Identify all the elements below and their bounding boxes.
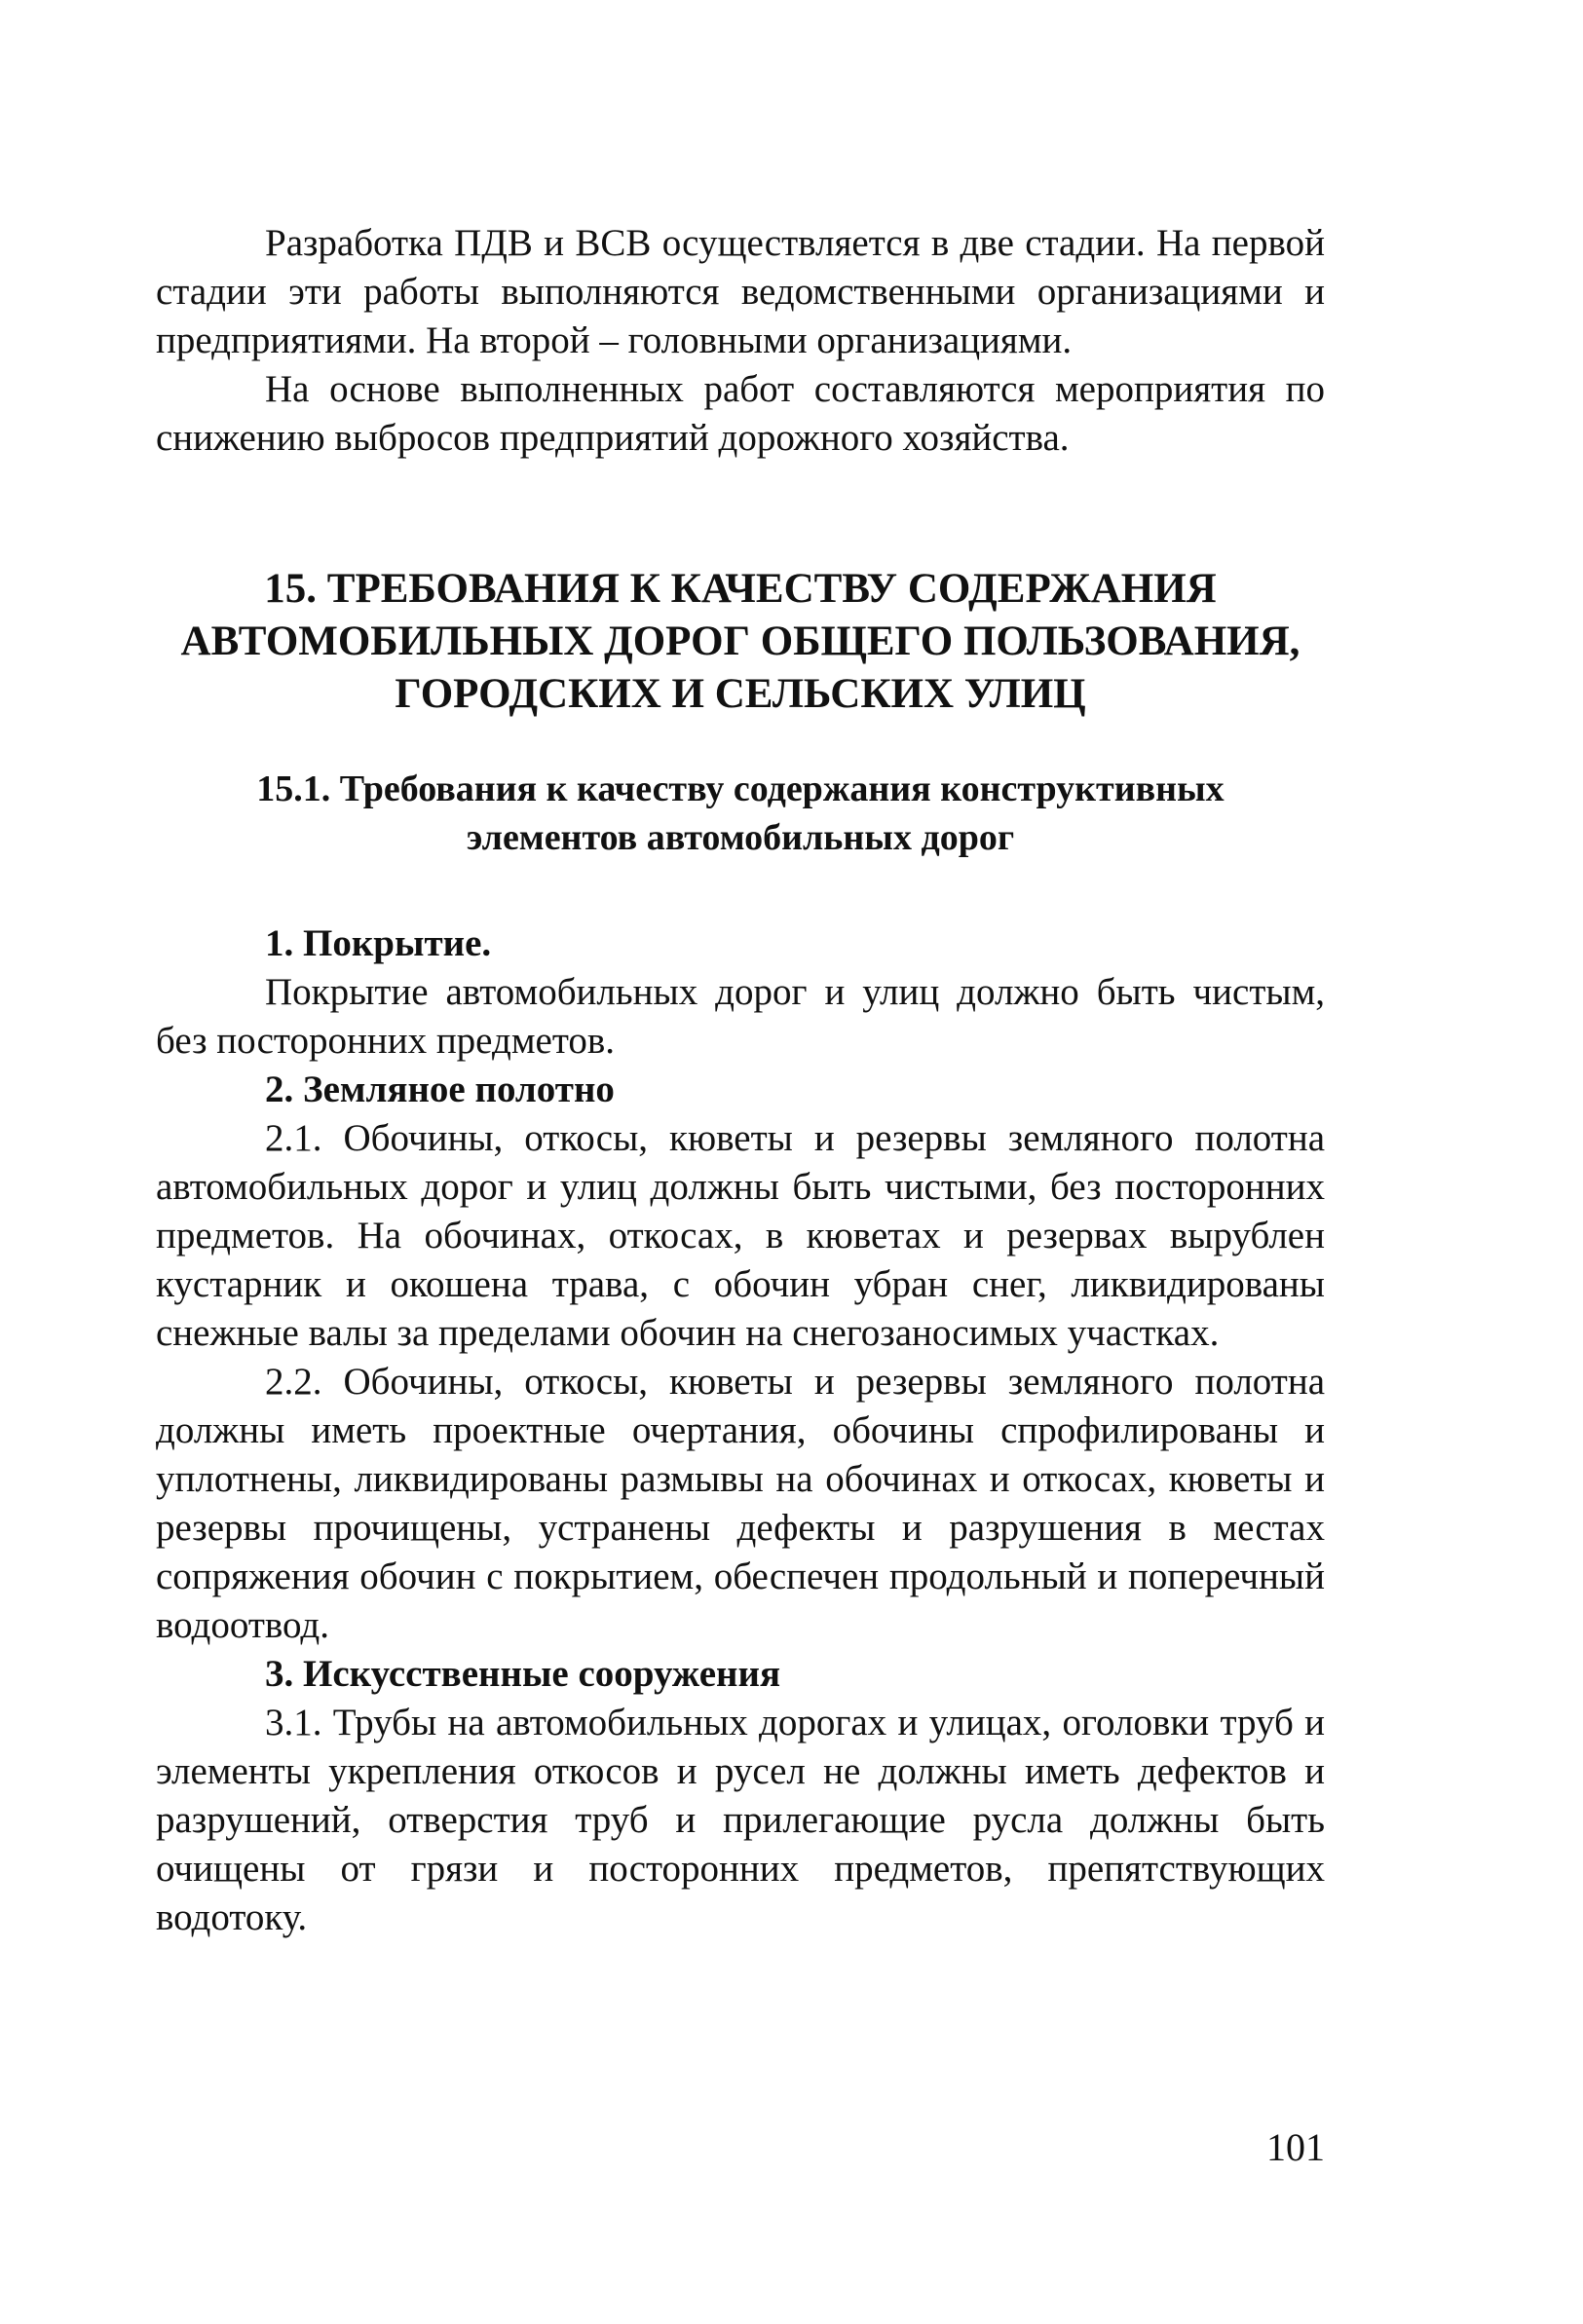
item-paragraph: 2.1. Обочины, откосы, кюветы и резервы земляного полотна автомобильных дорог и улиц должны быть чистыми, без посторонних предметов. На обочинах, откосах, в кюветах и резервах вырублен кустарник и окошена трава, с обочин убран снег, ликвидированы снежные валы за пределами обочин на снегозаносимых участках. bbox=[156, 1117, 1325, 1354]
page-number: 101 bbox=[1266, 2125, 1325, 2169]
section-title-line: элементов автомобильных дорог bbox=[466, 817, 1015, 858]
item-heading: 1. Покрытие. bbox=[265, 922, 492, 964]
item-paragraph: Покрытие автомобильных дорог и улиц должно быть чистым, без посторонних предметов. bbox=[156, 971, 1325, 1062]
chapter-title-line: ГОРОДСКИХ И СЕЛЬСКИХ УЛИЦ bbox=[395, 671, 1086, 717]
item-paragraph: 3.1. Трубы на автомобильных дорогах и улицах, оголовки труб и элементы укрепления откосов и русел не должны иметь дефектов и разрушений, отверстия труб и прилегающие русла должны быть очищены от грязи и посторонних предметов, препятствующих водотоку. bbox=[156, 1702, 1325, 1938]
item-paragraph: 2.2. Обочины, откосы, кюветы и резервы земляного полотна должны иметь проектные очертания, обочины спрофилированы и уплотнены, ликвидированы размывы на обочинах и откосах, кюветы и резервы прочищены, устранены дефекты и разрушения в местах сопряжения обочин с покрытием, обеспечен продольный и поперечный водоотвод. bbox=[156, 1361, 1325, 1646]
body-text bbox=[156, 919, 1325, 1942]
intro-text bbox=[156, 219, 1325, 463]
section-heading bbox=[156, 765, 1325, 862]
chapter-heading bbox=[156, 563, 1325, 721]
chapter-title-line: АВТОМОБИЛЬНЫХ ДОРОГ ОБЩЕГО ПОЛЬЗОВАНИЯ, bbox=[180, 618, 1300, 664]
section-title-line: 15.1. Требования к качеству содержания конструктивных bbox=[256, 768, 1225, 809]
intro-paragraph: Разработка ПДВ и ВСВ осуществляется в две стадии. На первой стадии эти работы выполняются ведомственными организациями и предприятиями. На второй – головными организациями. bbox=[156, 222, 1325, 361]
item-heading: 3. Искусственные сооружения bbox=[265, 1653, 781, 1695]
chapter-title-line: 15. ТРЕБОВАНИЯ К КАЧЕСТВУ СОДЕРЖАНИЯ bbox=[264, 566, 1217, 612]
intro-paragraph: На основе выполненных работ составляются мероприятия по снижению выбросов предприятий дорожного хозяйства. bbox=[156, 368, 1325, 459]
item-heading: 2. Земляное полотно bbox=[265, 1068, 615, 1110]
